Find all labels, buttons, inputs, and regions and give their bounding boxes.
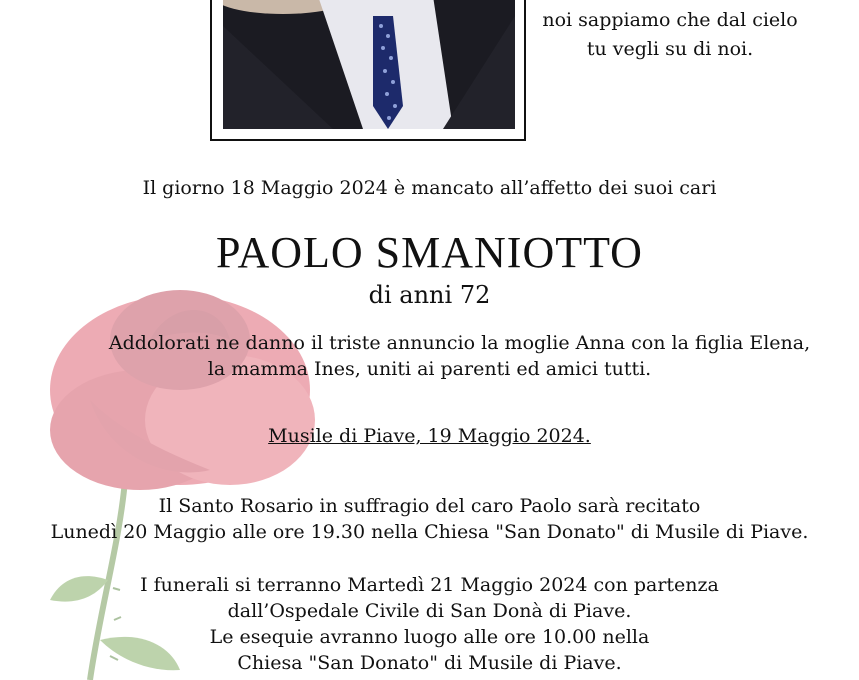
verse-line-1: noi sappiamo che dal cielo xyxy=(542,9,798,31)
family-line-2: la mamma Ines, uniti ai parenti ed amici tutti. xyxy=(207,358,652,380)
funeral-line-3: Le esequie avranno luogo alle ore 10.00 nella xyxy=(209,626,650,648)
funeral-line-2: dall’Ospedale Civile di San Donà di Piave. xyxy=(227,600,632,622)
place-date: Musile di Piave, 19 Maggio 2024. xyxy=(268,425,591,447)
funeral-line-1: I funerali si terranno Martedì 21 Maggio 2024 con partenza xyxy=(140,574,719,596)
portrait-photo xyxy=(223,0,515,129)
deceased-name: PAOLO SMANIOTTO xyxy=(216,228,643,277)
family-line-1: Addolorati ne danno il triste annuncio la moglie Anna con la figlia Elena, xyxy=(108,332,811,354)
death-intro: Il giorno 18 Maggio 2024 è mancato all’affetto dei suoi cari xyxy=(142,177,717,199)
portrait-frame xyxy=(210,0,526,141)
rosary-line-1: Il Santo Rosario in suffragio del caro Paolo sarà recitato xyxy=(158,495,701,517)
rosary-line-2: Lunedì 20 Maggio alle ore 19.30 nella Chiesa "San Donato" di Musile di Piave. xyxy=(50,521,809,543)
funeral-line-4: Chiesa "San Donato" di Musile di Piave. xyxy=(237,652,622,674)
memorial-verse xyxy=(520,6,820,64)
verse-line-2: tu vegli su di noi. xyxy=(586,38,754,60)
portrait-figure xyxy=(223,0,515,129)
deceased-age: di anni 72 xyxy=(368,281,491,309)
